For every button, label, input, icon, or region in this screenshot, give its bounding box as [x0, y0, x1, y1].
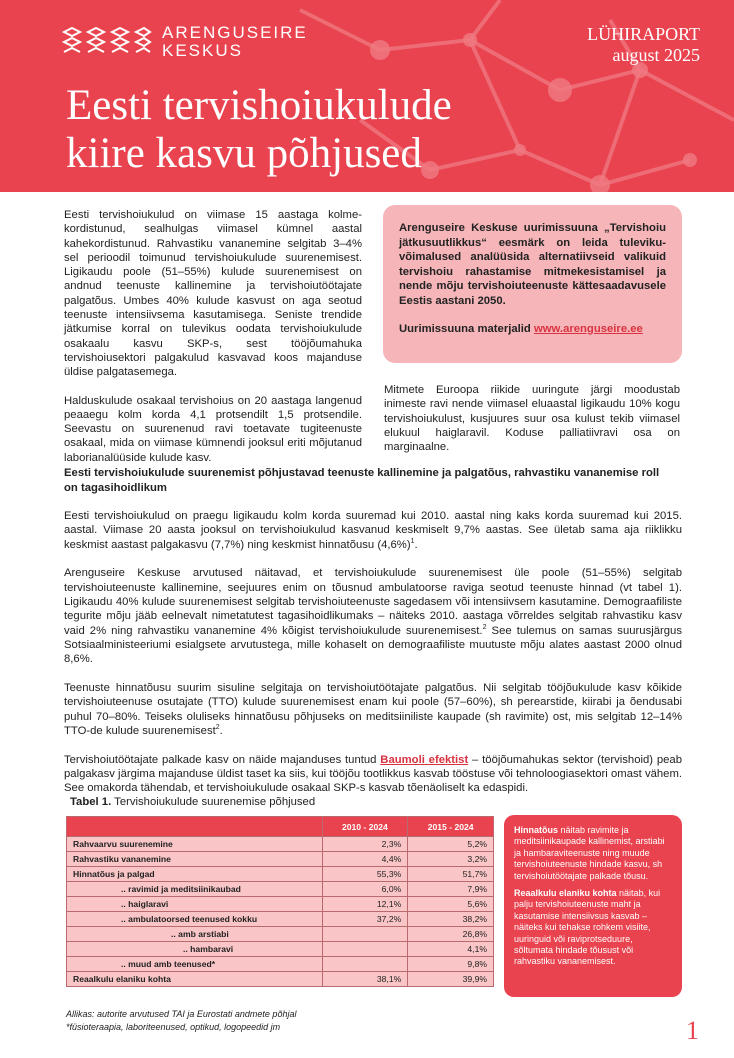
- table-row: [67, 867, 494, 882]
- footnote-note: *füsioteraapia, laboriteenused, optikud, logopeedid jm: [66, 1022, 281, 1032]
- table-header-col2: 2015 - 2024: [408, 817, 494, 837]
- table-row: [67, 852, 494, 867]
- row-label: .. hambaravi: [67, 942, 323, 957]
- table-row: [67, 882, 494, 897]
- table-header-empty: [67, 817, 323, 837]
- logo-line2: KESKUS: [162, 41, 243, 60]
- row-value-a: [322, 942, 408, 957]
- definition-term: Hinnatõus: [514, 825, 558, 835]
- materials-link[interactable]: www.arenguseire.ee: [533, 322, 643, 335]
- logo-line1: ARENGUSEIRE: [162, 23, 308, 42]
- row-value-b: 39,9%: [408, 972, 494, 987]
- row-value-a: 55,3%: [322, 867, 408, 882]
- footnote-ref: 2: [215, 724, 220, 732]
- intro-paragraph-3: Mitmete Euroopa riikide uuringute järgi moodustab inimeste ravi nende viimasel eluaastal ligikaudu 10% kogu tervishoiukulust, kusjuures suur osa kulust tekib viimasel elukuul haiglaravil. Koduse palliatiivravi osa on marginaalne.: [384, 384, 680, 454]
- callout-text: Arenguseire Keskuse uurimissuuna „Tervishoiu jätkusuutlikkus“ eesmärk on leida tulevikuvõimalused analüüsida alternatiivseid valikuid tervishoiu rahastamise mitmekesistamisel ja nende mõju tervishoiuteenuste kättesaadavusele Eestis aastani 2050.: [399, 222, 666, 307]
- row-value-b: 26,8%: [408, 927, 494, 942]
- report-type: LÜHIRAPORT: [587, 24, 700, 44]
- logo-text: [162, 24, 308, 60]
- row-value-a: 38,1%: [322, 972, 408, 987]
- intro-left-column: [64, 208, 362, 465]
- body-p2-text: Arenguseire Keskuse arvutused näitavad, et tervishoiukulude suurenemisest üle poole (51–55%) selgitab tervishoiuteenuste kallinemine, seejuures enim on tõusnud ambulatoorse raviga seotud teenuste hinnad (vt tabel 1). Ligikaudu 40% kulude suurenemisest selgitab tervishoiuteenuste sagedasem või intensiivsem kasutamine. Demograafiliste tegurite mõju jääb eelnevalt nimetatutest tagasihoidlikumaks – näiteks 2010. aastaga võrreldes selgitab rahvastiku kasv vaid 2% ning rahvastiku vananemine 4% kõigist tervishoiukulude suurenemisest.: [64, 567, 682, 637]
- row-label: Rahvastiku vananemine: [67, 852, 323, 867]
- definition-term: Reaalkulu elaniku kohta: [514, 888, 617, 899]
- table-row: [67, 927, 494, 942]
- row-value-b: 9,8%: [408, 957, 494, 972]
- row-value-b: 5,2%: [408, 837, 494, 852]
- report-date: august 2025: [612, 45, 700, 65]
- row-value-a: 37,2%: [322, 912, 408, 927]
- row-value-a: 4,4%: [322, 852, 408, 867]
- definition-text: näitab, kui palju tervishoiuteenuste maht ja kasutamise intensiivsus kasvab – näiteks kui tehakse rohkem visiite, uuringuid või raviprotseduure, sõltumata hindade tõusust või rahvastiku vananemisest.: [514, 888, 661, 967]
- source-note: Allikas: autorite arvutused TAI ja Eurostati andmete põhjal: [66, 1009, 297, 1019]
- row-value-a: 2,3%: [322, 837, 408, 852]
- materials-label: Uurimissuuna materjalid: [399, 322, 534, 335]
- body-p4-text-a: Tervishoiutöötajate palkade kasv on näide majanduses tuntud: [64, 753, 381, 766]
- table-notes: [66, 1008, 296, 1034]
- row-value-b: 5,6%: [408, 897, 494, 912]
- callout-materials: [399, 323, 666, 335]
- body-p4-text-b: – tööjõumahukas sektor (tervishoid) peab palgakasv järgima majanduse üldist taset ka siis, kui tööjõu tootlikkus kasvab tööstuse või tehnoloogiasektori omast vähem. See omakorda tähendab, et tervishoiukulude osakaal SKP-s kasvab tõenäoliselt ka edaspidi.: [64, 753, 683, 795]
- row-value-a: [322, 957, 408, 972]
- table-row: [67, 837, 494, 852]
- main-body: [64, 509, 682, 810]
- header-banner: [0, 0, 734, 192]
- research-callout-box: [383, 205, 682, 363]
- body-p3-end: .: [219, 724, 223, 737]
- title-line1: Eesti tervishoiukulude: [66, 82, 452, 129]
- row-value-b: 38,2%: [408, 912, 494, 927]
- row-value-b: 7,9%: [408, 882, 494, 897]
- logo-icon: [62, 26, 152, 56]
- table-caption: [70, 796, 315, 808]
- section-heading: Eesti tervishoiukulude suurenemist põhjustavad teenuste kallinemine ja palgatõus, rahvastiku vananemise roll on tagasihoidlikum: [64, 467, 660, 494]
- body-paragraph-2: [64, 566, 682, 666]
- table-caption-label: Tabel 1.: [70, 796, 112, 808]
- intro-paragraph-1: Eesti tervishoiukulud on viimase 15 aastaga kolmekordistunud, sealhulgas viimasel kümnel aastal kahekordistunud. Rahvastiku vananemine selgitab 3–4% sel perioodil toimunud tervishoiukulude suurenemisest. Ligikaudu poole (51–55%) kulude suurenemisest on andnud teenuste kallinemine ja tervishoiutöötajate palgatõus. Umbes 40% kulude kasvust on aga seotud teenuste intensiivsema kasutamisega. Seniste trendide jätkumise korral on tulevikus oodata tervishoiukulude osakaalu kasvu SKP-s, sest tööjõumahuka tervishoiusektori palgakulud kasvavad koos majanduse üldise palgatasemega.: [64, 209, 362, 379]
- row-value-a: 6,0%: [322, 882, 408, 897]
- table-row: [67, 942, 494, 957]
- row-label: Hinnatõus ja palgad: [67, 867, 323, 882]
- table-header-row: [67, 817, 494, 837]
- row-label: .. haiglaravi: [67, 897, 323, 912]
- definition-text: näitab ravimite ja meditsiinikaupade kallinemist, arstiabi ja hambaraviteenuste ning muude tervishoiuteenuste hindade kasvu, sh tervishoiutöötajate palkade tõusu.: [514, 825, 665, 881]
- body-p2-end: See tulemus on samas suurusjärgus Sotsiaalministeeriumi esialgsete arvutustega, mille kohaselt on demograafiliste muutuste mõju alates aastast 2000 olnud 8,6%.: [64, 624, 682, 666]
- table-row: [67, 912, 494, 927]
- table-row: [67, 972, 494, 987]
- row-label: Rahvaarvu suurenemine: [67, 837, 323, 852]
- row-label: .. ambulatoorsed teenused kokku: [67, 912, 323, 927]
- definition-hinnatous: [514, 825, 672, 882]
- page-title: [66, 82, 626, 178]
- table-caption-text: Tervishoiukulude suurenemise põhjused: [111, 796, 316, 808]
- title-line2: kiire kasvu põhjused: [66, 130, 422, 177]
- row-value-b: 3,2%: [408, 852, 494, 867]
- table-row: [67, 957, 494, 972]
- row-value-a: [322, 927, 408, 942]
- body-p1-end: .: [414, 538, 418, 551]
- cost-drivers-table: [66, 816, 494, 987]
- body-paragraph-1: [64, 509, 682, 552]
- baumol-link[interactable]: Baumoli efektist: [380, 753, 469, 766]
- row-label: Reaalkulu elaniku kohta: [67, 972, 323, 987]
- body-p3-text: Teenuste hinnatõusu suurim sisuline selgitaja on tervishoiutöötajate palgatõus. Nii selgitab tööjõukulude kasv kõikide tervishoiuteenuse osutajate (TTO) kulude suurenemisest enam kui poole (57–60%), sh perearstide, kiirabi ja õendusabi puhul 70–80%. Teiseks oluliseks hinnatõusu põhjuseks on meditsiiniliste kaupade (sh ravimite) ost, mis selgitab 12–14% TTO-de kulude suurenemisest: [64, 681, 682, 737]
- row-value-b: 4,1%: [408, 942, 494, 957]
- table-row: [67, 897, 494, 912]
- row-label: .. muud amb teenused*: [67, 957, 323, 972]
- definition-reaalkulu: [514, 888, 672, 968]
- definitions-sidebox: [504, 815, 682, 997]
- intro-right-column: [384, 383, 680, 454]
- body-paragraph-3: [64, 681, 682, 738]
- row-value-a: 12,1%: [322, 897, 408, 912]
- intro-paragraph-2: Halduskulude osakaal tervishoius on 20 aastaga langenud peaaegu kolm korda 4,1 protsendilt 1,5 protsendile. Seevastu on suurenenud ravi toetavate tugiteenuste osakaal, mida on viimase kümnendi jooksul eriti mõjutanud laborianalüüside kulude kasv.: [64, 394, 362, 464]
- table-header-col1: 2010 - 2024: [322, 817, 408, 837]
- row-label: .. amb arstiabi: [67, 927, 323, 942]
- row-value-b: 51,7%: [408, 867, 494, 882]
- body-paragraph-4: [64, 753, 682, 796]
- row-label: .. ravimid ja meditsiinikaubad: [67, 882, 323, 897]
- page-number: 1: [686, 1016, 699, 1045]
- footnote-ref: 2: [482, 623, 487, 631]
- footnote-ref: 1: [410, 537, 415, 545]
- body-p1-text: Eesti tervishoiukulud on praegu ligikaudu kolm korda suuremad kui 2010. aastal ning kaks korda suuremad kui 2015. aastal. Viimase 20 aasta jooksul on tervishoiukulud kasvanud keskmiselt 9,7% aastas. See ületab sama aja riiklikku keskmist aastast palgakasvu (7,7%) ning keskmist hinnatõusu (4,6%): [64, 510, 682, 551]
